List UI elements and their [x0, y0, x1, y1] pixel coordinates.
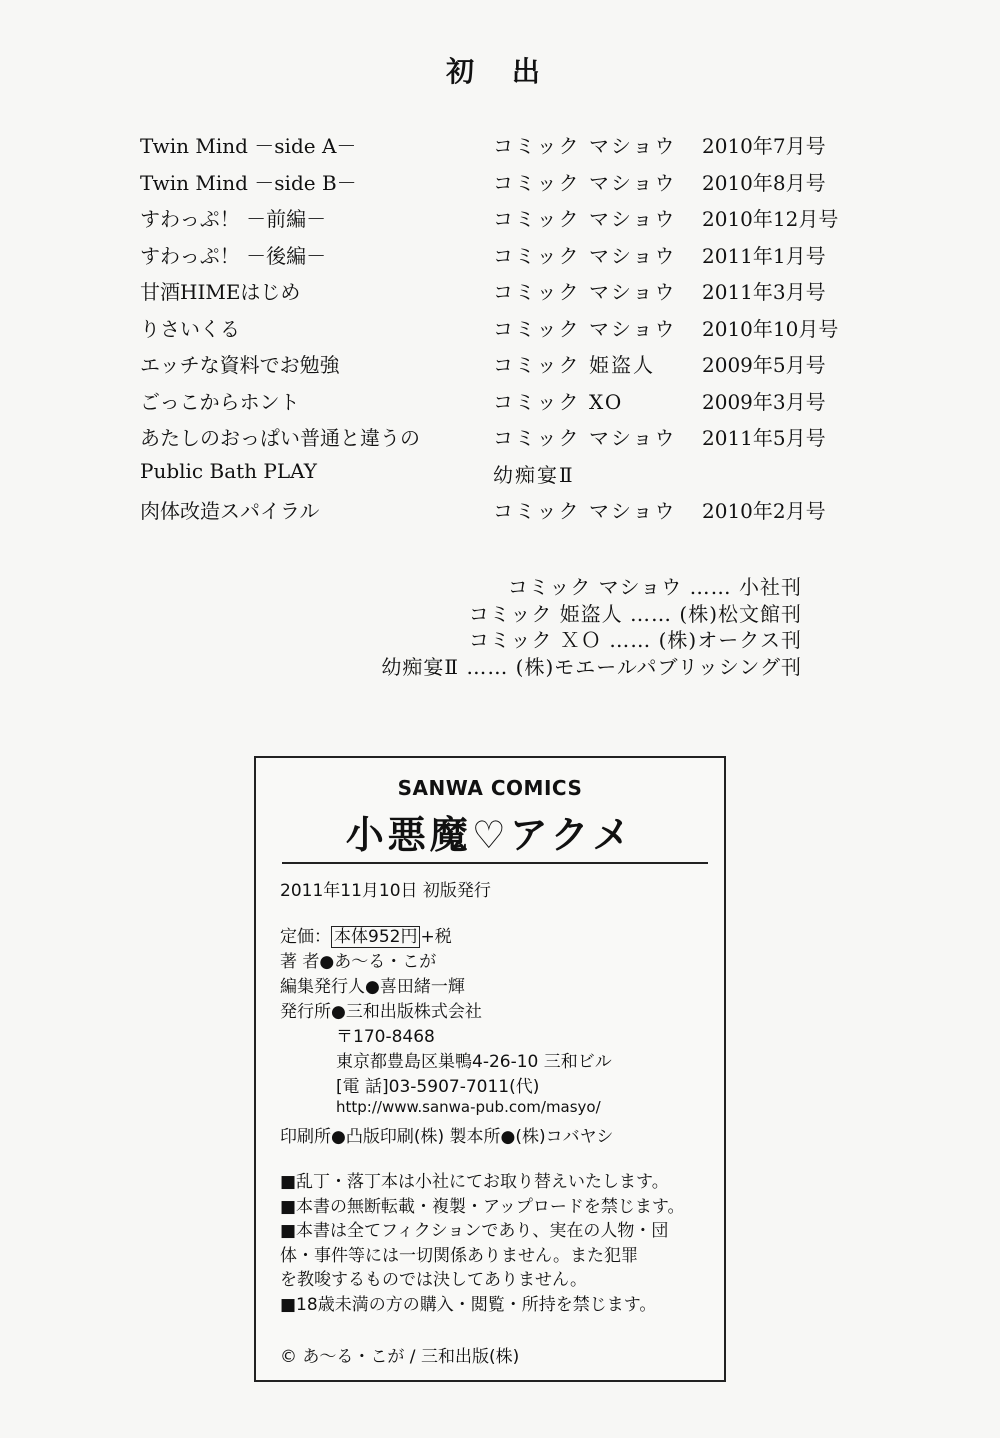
legal-note: ■本書の無断転載・複製・アップロードを禁じます。	[280, 1196, 685, 1217]
issue-date: 2010年2月号	[702, 499, 826, 523]
issue-date: 2011年5月号	[702, 426, 826, 450]
legal-note: ■18歳未満の方の購入・閲覧・所持を禁じます。	[280, 1294, 657, 1315]
issue-date: 2009年5月号	[702, 353, 826, 377]
story-title: 肉体改造スパイラル	[140, 499, 320, 523]
price-value: 本体952円	[331, 926, 420, 948]
postal-code: 〒170-8468	[336, 1027, 435, 1047]
publisher-line: 発行所●三和出版株式会社	[280, 1002, 482, 1022]
issue-date: 2009年3月号	[702, 389, 826, 414]
magazine-name: コミック マショウ	[493, 243, 677, 268]
magazine-name: コミック XO	[493, 389, 624, 414]
issue-date: 2010年10月号	[702, 316, 839, 341]
author-line: 著 者●あ～る・こが	[280, 952, 437, 972]
publisher-credit: コミック 姫盗人 …… (株)松文館刊	[468, 601, 802, 626]
copyright-line: © あ～る・こが / 三和出版(株)	[280, 1347, 520, 1367]
list-item	[140, 491, 860, 528]
list-item	[140, 418, 860, 455]
list-item	[140, 309, 860, 346]
legal-note: ■乱丁・落丁本は小社にてお取り替えいたします。	[280, 1172, 669, 1192]
story-title: すわっぷ！ －前編－	[140, 207, 327, 231]
issue-date: 2010年8月号	[702, 170, 826, 195]
story-title: Public Bath PLAY	[140, 458, 317, 483]
phone: [電 話]03-5907-7011(代)	[336, 1077, 540, 1097]
magazine-name: コミック マショウ	[493, 134, 677, 158]
issue-date: 2010年7月号	[702, 134, 826, 158]
list-item	[140, 345, 860, 382]
price-line	[280, 922, 720, 947]
magazine-name: コミック マショウ	[493, 280, 677, 304]
title-divider	[282, 862, 708, 864]
issue-date: 2011年1月号	[702, 243, 826, 268]
legal-note: ■本書は全てフィクションであり、実在の人物・団	[280, 1221, 669, 1241]
first-appearance-list	[140, 126, 860, 528]
legal-note: 体・事件等には一切関係ありません。また犯罪	[280, 1245, 639, 1266]
story-title: エッチな資料でお勉強	[140, 353, 340, 377]
list-item	[140, 199, 860, 236]
publication-date: 2011年11月10日 初版発行	[280, 881, 491, 901]
book-title: 小悪魔♡アクメ	[345, 812, 635, 857]
list-item	[140, 455, 860, 492]
list-item	[140, 163, 860, 200]
publisher-credits	[381, 574, 802, 680]
magazine-name: コミック マショウ	[493, 499, 677, 523]
publisher-credit: コミック ＸＯ …… (株)オークス刊	[468, 628, 802, 652]
publisher-credit: 幼痴宴Ⅱ …… (株)モエールパブリッシング刊	[381, 654, 802, 679]
editor-line: 編集発行人●喜田緒一輝	[280, 977, 465, 997]
magazine-name: コミック 姫盗人	[493, 353, 655, 377]
address: 東京都豊島区巣鴨4-26-10 三和ビル	[336, 1052, 612, 1072]
printing-line: 印刷所●凸版印刷(株) 製本所●(株)コバヤシ	[280, 1127, 614, 1147]
legal-notes	[280, 1170, 685, 1317]
list-item	[140, 272, 860, 309]
issue-date: 2011年3月号	[702, 280, 826, 304]
publisher-credit: コミック マショウ …… 小社刊	[507, 575, 802, 599]
story-title: すわっぷ！ －後編－	[140, 243, 327, 268]
story-title: りさいくる	[140, 316, 240, 341]
story-title: 甘酒HIMEはじめ	[140, 280, 301, 304]
colophon-box	[254, 756, 726, 1382]
story-title: Twin Mind －side A－	[140, 134, 357, 158]
list-item	[140, 236, 860, 273]
magazine-name: コミック マショウ	[493, 426, 677, 450]
price-label: 定価：	[280, 927, 331, 947]
magazine-name: コミック マショウ	[493, 316, 677, 341]
issue-date: 2010年12月号	[702, 207, 839, 231]
website-url: http://www.sanwa-pub.com/masyo/	[336, 1098, 601, 1116]
magazine-name: コミック マショウ	[493, 207, 677, 231]
story-title: ごっこからホント	[140, 389, 300, 414]
legal-note: を教唆するものでは決してありません。	[280, 1270, 588, 1290]
story-title: あたしのおっぱい普通と違うの	[140, 426, 420, 450]
list-item	[140, 126, 860, 163]
magazine-name: コミック マショウ	[493, 170, 677, 195]
series-name: SANWA COMICS	[397, 776, 583, 800]
magazine-name: 幼痴宴Ⅱ	[493, 462, 575, 487]
price-tax: +税	[420, 927, 452, 947]
list-item	[140, 382, 860, 419]
story-title: Twin Mind －side B－	[140, 170, 357, 195]
page-heading: 初 出	[446, 55, 554, 88]
